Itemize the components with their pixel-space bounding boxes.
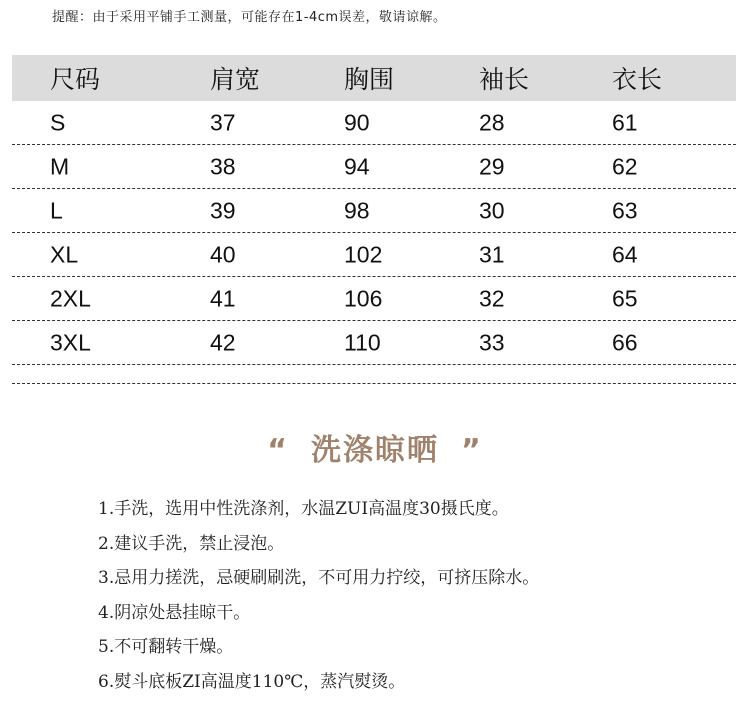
list-item: 4.阴凉处悬挂晾干。 — [98, 602, 251, 623]
cell-chest: 102 — [344, 241, 383, 267]
measurement-notice: 提醒：由于采用平铺手工测量，可能存在1-4cm误差，敬请谅解。 — [52, 10, 447, 25]
list-item: 2.建议手洗，禁止浸泡。 — [98, 533, 285, 554]
cell-size: 3XL — [50, 329, 91, 355]
care-instructions-list — [98, 492, 539, 699]
open-quote: “ — [267, 433, 289, 468]
table-row — [12, 101, 736, 145]
cell-sleeve: 33 — [479, 329, 505, 355]
cell-length: 63 — [612, 197, 638, 223]
wash-title-text: 洗涤晾晒 — [311, 433, 439, 468]
cell-length: 61 — [612, 109, 638, 135]
cell-shoulder: 39 — [210, 197, 236, 223]
cell-shoulder: 41 — [210, 285, 236, 311]
cell-shoulder: 40 — [210, 241, 236, 267]
table-row — [12, 189, 736, 233]
cell-shoulder: 37 — [210, 109, 236, 135]
header-chest: 胸围 — [344, 65, 395, 94]
table-row — [12, 321, 736, 365]
cell-length: 62 — [612, 153, 638, 179]
cell-sleeve: 29 — [479, 153, 505, 179]
cell-size: XL — [50, 241, 79, 267]
cell-size: S — [50, 109, 66, 135]
cell-sleeve: 28 — [479, 109, 505, 135]
header-length: 衣长 — [612, 65, 663, 94]
size-table — [12, 55, 736, 365]
table-row — [12, 233, 736, 277]
close-quote: ” — [461, 433, 483, 468]
cell-size: 2XL — [50, 285, 91, 311]
header-sleeve: 袖长 — [479, 65, 530, 94]
cell-length: 66 — [612, 329, 638, 355]
table-row — [12, 145, 736, 189]
cell-length: 64 — [612, 241, 638, 267]
list-item: 3.忌用力搓洗，忌硬刷刷洗，不可用力拧绞，可挤压除水。 — [98, 568, 540, 588]
cell-sleeve: 30 — [479, 197, 505, 223]
wash-section-title — [0, 425, 750, 469]
cell-chest: 110 — [344, 329, 381, 355]
cell-chest: 106 — [344, 285, 383, 311]
cell-shoulder: 38 — [210, 153, 236, 179]
cell-shoulder: 42 — [210, 329, 236, 355]
cell-sleeve: 31 — [479, 241, 505, 267]
list-item: 1.手洗，选用中性洗涤剂，水温ZUI高温度30摄氏度。 — [98, 499, 509, 519]
cell-size: M — [50, 153, 70, 179]
table-bottom-divider — [12, 383, 736, 384]
size-table-header — [12, 55, 736, 101]
cell-chest: 90 — [344, 109, 370, 135]
header-size: 尺码 — [50, 65, 101, 94]
list-item: 6.熨斗底板ZI高温度110℃，蒸汽熨烫。 — [98, 671, 406, 692]
cell-chest: 98 — [344, 197, 370, 223]
cell-length: 65 — [612, 285, 638, 311]
cell-size: L — [50, 197, 63, 223]
table-row — [12, 277, 736, 321]
cell-sleeve: 32 — [479, 285, 505, 311]
list-item: 5.不可翻转干燥。 — [98, 637, 234, 657]
cell-chest: 94 — [344, 153, 370, 179]
header-shoulder: 肩宽 — [210, 65, 261, 94]
